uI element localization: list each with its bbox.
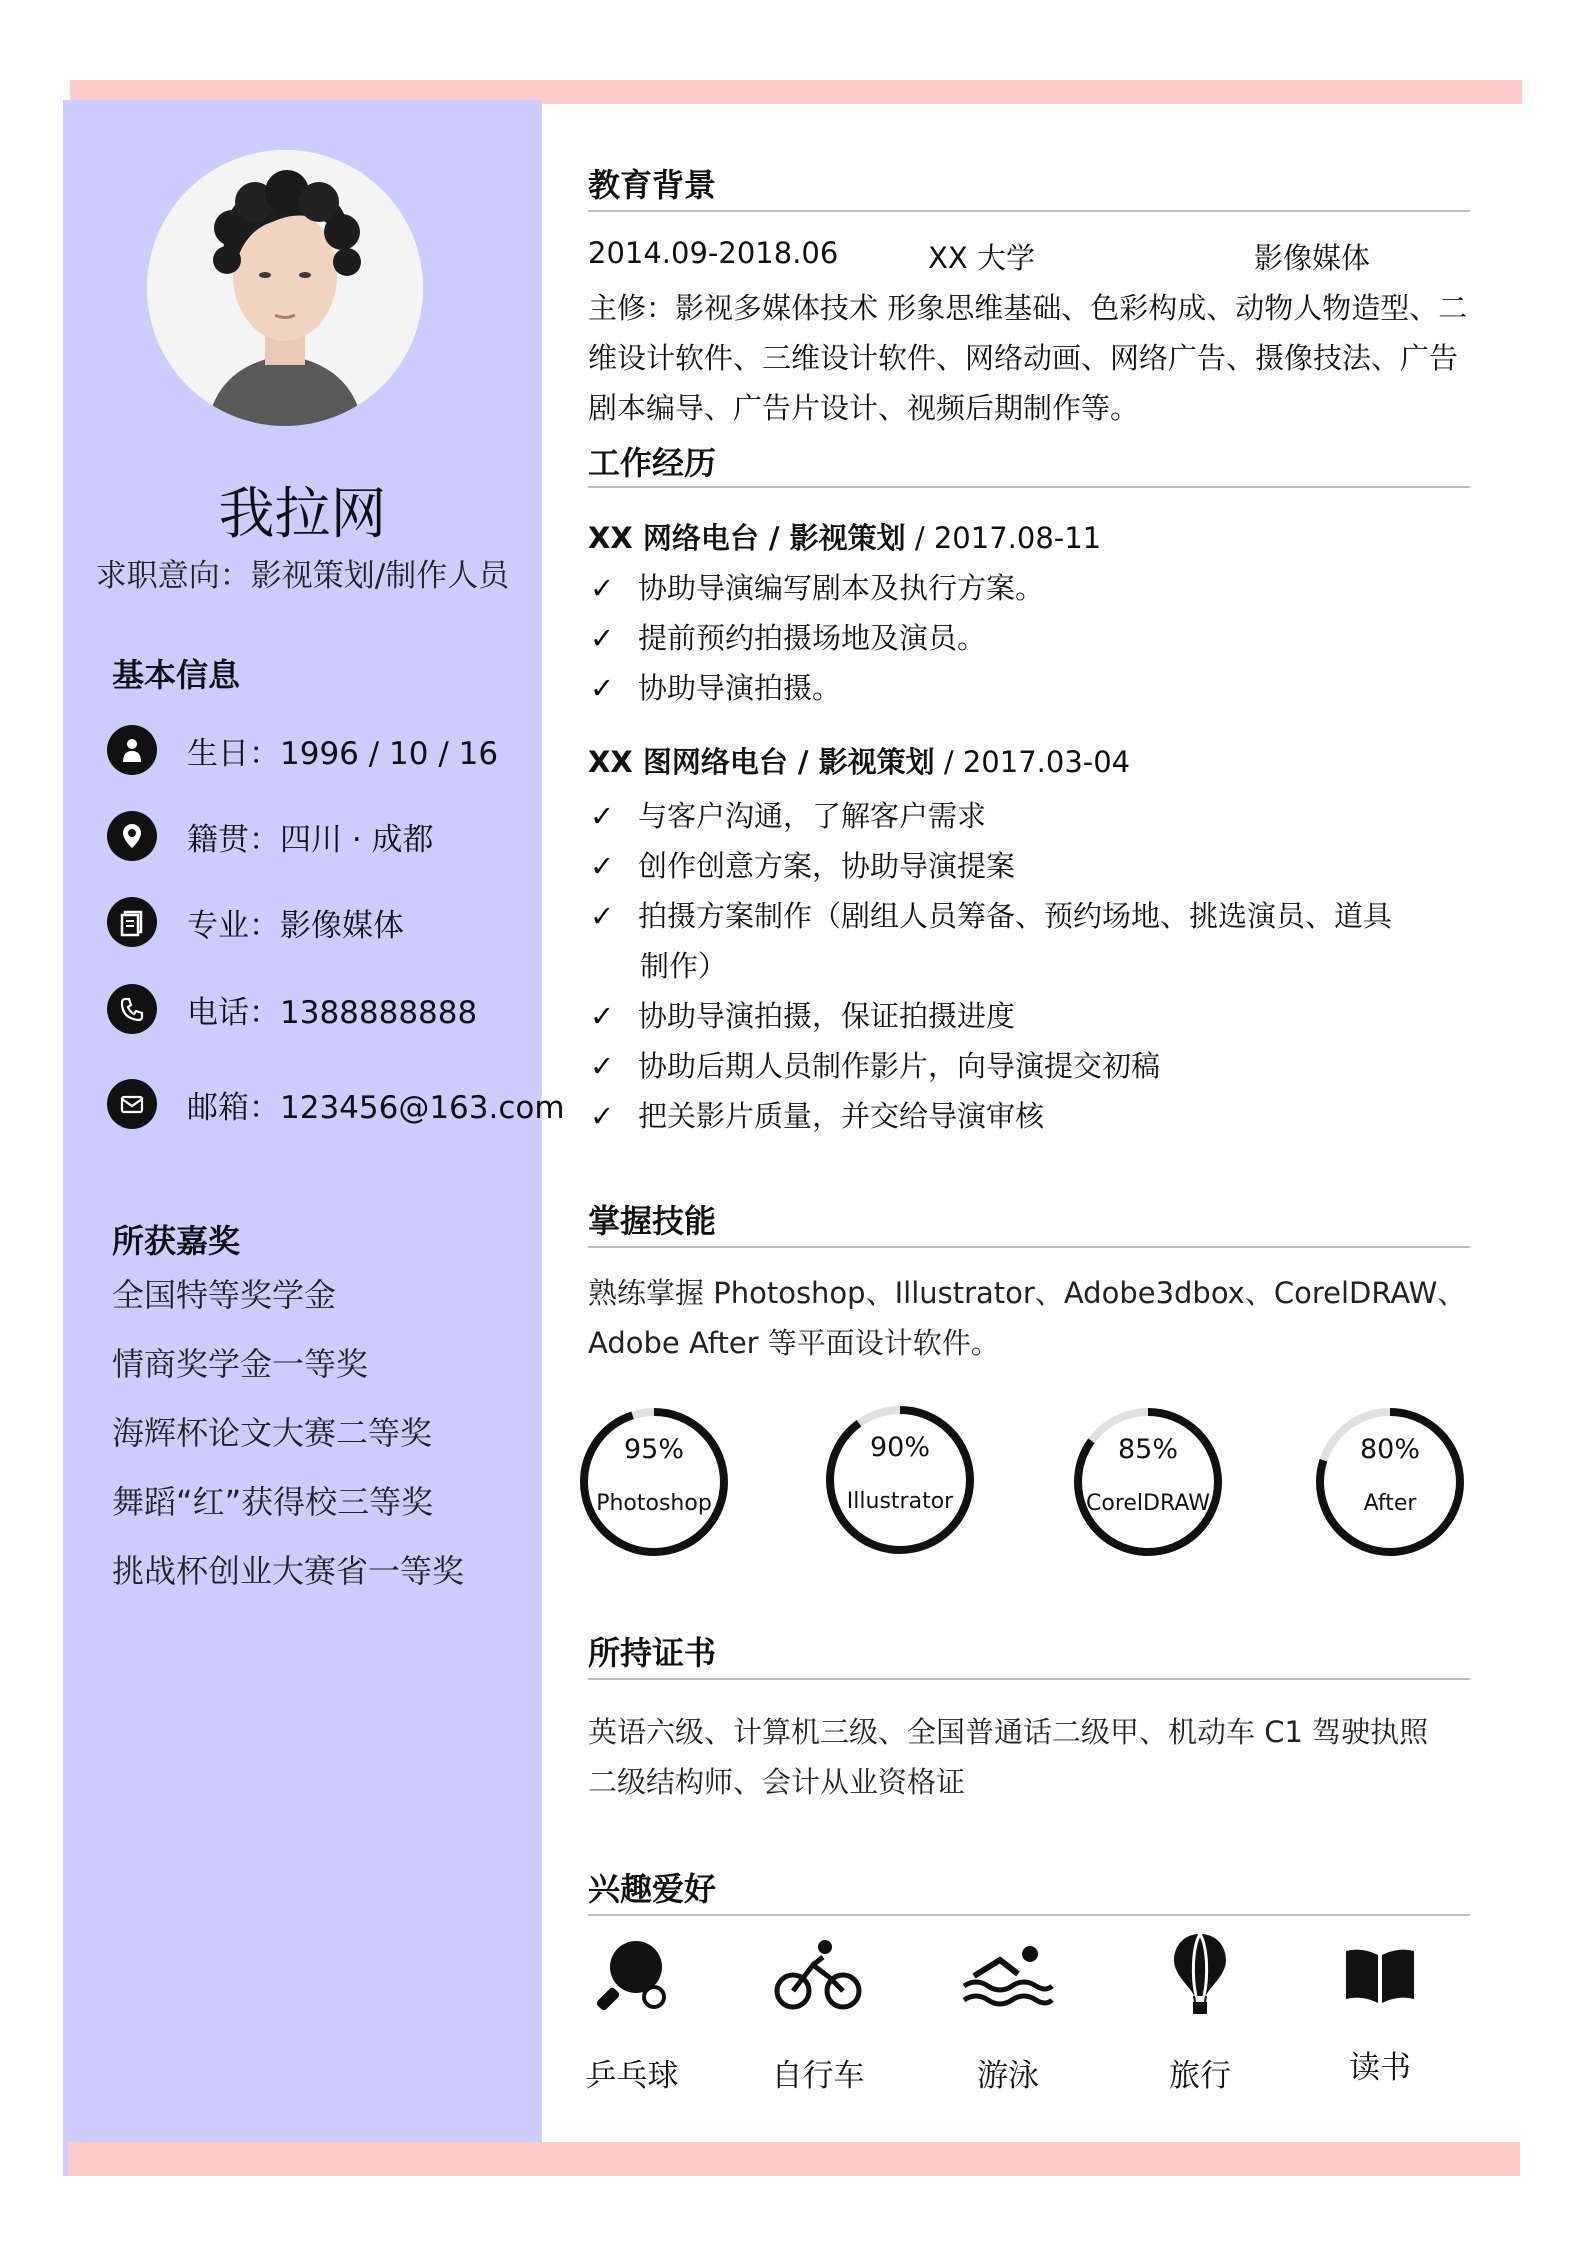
education-title: 教育背景	[588, 166, 717, 204]
skill-name: Illustrator	[846, 1489, 954, 1514]
job-bullet	[590, 1044, 1160, 1085]
check-icon: ✓	[590, 849, 615, 883]
job-separator: /	[787, 745, 819, 779]
job-bullet	[590, 894, 1392, 935]
divider	[588, 210, 1470, 212]
job-role: 影视策划	[789, 521, 906, 555]
check-icon: ✓	[590, 621, 615, 655]
info-phone	[107, 983, 477, 1035]
info-birthday	[107, 724, 498, 776]
bullet-text: 与客户沟通，了解客户需求	[638, 799, 987, 833]
job-date: / 2017.08-11	[905, 521, 1102, 555]
book-icon	[1320, 1930, 1440, 2020]
skills-title: 掌握技能	[588, 1202, 717, 1240]
skill-ring-coreldraw	[1072, 1406, 1224, 1558]
bicycle-icon	[758, 1930, 878, 2020]
hobby-swimming	[948, 1930, 1068, 2095]
education-courses-line: 主修：影视多媒体技术 形象思维基础、色彩构成、动物人物造型、二	[588, 291, 1468, 325]
skill-ring-after	[1314, 1406, 1466, 1558]
check-icon: ✓	[590, 1099, 615, 1133]
bottom-accent-band	[68, 2142, 1520, 2176]
job-company: XX 网络电台	[588, 521, 759, 555]
bullet-continuation: 制作）	[640, 949, 728, 983]
candidate-name: 我拉网	[218, 482, 387, 547]
check-icon: ✓	[590, 671, 615, 705]
bullet-text: 提前预约拍摄场地及演员。	[638, 621, 987, 655]
info-text: 邮箱：123456@163.com	[187, 1089, 565, 1126]
swimming-icon	[948, 1930, 1068, 2020]
hobby-label: 自行车	[771, 2058, 865, 2094]
work-title: 工作经历	[588, 444, 717, 482]
info-text: 电话：1388888888	[187, 994, 478, 1031]
job-bullet	[590, 794, 986, 835]
hobby-label: 游泳	[977, 2058, 1039, 2094]
skill-percent: 80%	[1359, 1434, 1420, 1465]
awards-title: 所获嘉奖	[112, 1222, 241, 1260]
job-header	[588, 740, 1130, 781]
award-item: 海辉杯论文大赛二等奖	[112, 1414, 433, 1452]
job-header	[588, 516, 1101, 557]
hobby-label: 读书	[1349, 2050, 1411, 2086]
job-date: / 2017.03-04	[934, 745, 1131, 779]
bullet-text: 协助导演编写剧本及执行方案。	[638, 571, 1045, 605]
education-courses-line: 维设计软件、三维设计软件、网络动画、网络广告、摄像技法、广告	[588, 341, 1459, 375]
check-icon: ✓	[590, 999, 615, 1033]
document-icon	[107, 897, 157, 947]
skills-description: 熟练掌握 Photoshop、Illustrator、Adobe3dbox、CorelDRAW、Adobe After 等平面设计软件。	[588, 1276, 1467, 1360]
bullet-text: 拍摄方案制作（剧组人员筹备、预约场地、挑选演员、道具	[638, 899, 1393, 933]
skill-percent: 95%	[623, 1434, 684, 1465]
info-hometown	[107, 810, 434, 862]
bullet-text: 把关影片质量，并交给导演审核	[638, 1099, 1045, 1133]
award-item: 挑战杯创业大赛省一等奖	[112, 1552, 465, 1590]
job-separator: /	[758, 521, 790, 555]
hobby-reading	[1320, 1930, 1440, 2087]
avatar	[147, 150, 423, 426]
hobby-label: 旅行	[1169, 2058, 1231, 2094]
bullet-text: 创作创意方案，协助导演提案	[638, 849, 1016, 883]
hobby-ping-pong	[572, 1930, 692, 2095]
job-role: 影视策划	[818, 745, 935, 779]
hobby-travel	[1140, 1930, 1260, 2095]
job-bullet	[590, 666, 841, 707]
cert-line: 二级结构师、会计从业资格证	[588, 1765, 966, 1799]
job-bullet	[590, 994, 1015, 1035]
mail-icon	[107, 1079, 157, 1129]
check-icon: ✓	[590, 1049, 615, 1083]
job-bullet	[590, 1094, 1044, 1135]
education-courses-line: 剧本编导、广告片设计、视频后期制作等。	[588, 391, 1140, 425]
award-item: 全国特等奖学金	[112, 1276, 337, 1314]
bullet-text: 协助导演拍摄，保证拍摄进度	[638, 999, 1016, 1033]
skill-name: Photoshop	[596, 1491, 712, 1516]
job-intent: 求职意向：影视策划/制作人员	[95, 558, 510, 594]
skill-name: CorelDRAW	[1086, 1491, 1210, 1516]
cert-line: 英语六级、计算机三级、全国普通话二级甲、机动车 C1 驾驶执照	[588, 1715, 1429, 1749]
info-text: 生日：1996 / 10 / 16	[187, 735, 499, 772]
skill-percent: 90%	[869, 1432, 930, 1463]
info-major	[107, 896, 404, 948]
check-icon: ✓	[590, 571, 615, 605]
person-icon	[107, 725, 157, 775]
skill-ring-photoshop	[578, 1406, 730, 1558]
education-major: 影像媒体	[1254, 241, 1371, 275]
job-bullet	[590, 616, 986, 657]
check-icon: ✓	[590, 799, 615, 833]
divider	[588, 1914, 1470, 1916]
certs-title: 所持证书	[588, 1634, 717, 1672]
ping-pong-icon	[572, 1930, 692, 2020]
divider	[588, 1246, 1470, 1248]
skill-percent: 85%	[1117, 1434, 1178, 1465]
divider	[588, 1678, 1470, 1680]
job-bullet	[590, 566, 1044, 607]
check-icon: ✓	[590, 899, 615, 933]
skill-ring-illustrator	[824, 1404, 976, 1556]
job-company: XX 图网络电台	[588, 745, 788, 779]
hobby-bicycle	[758, 1930, 878, 2095]
basic-info-title: 基本信息	[112, 656, 241, 694]
hobby-label: 乒乓球	[585, 2058, 679, 2094]
award-item: 情商奖学金一等奖	[112, 1345, 369, 1383]
divider	[588, 486, 1470, 488]
hot-air-balloon-icon	[1140, 1930, 1260, 2020]
hobbies-title: 兴趣爱好	[588, 1870, 717, 1908]
phone-icon	[107, 984, 157, 1034]
bullet-text: 协助导演拍摄。	[638, 671, 842, 705]
skill-name: After	[1363, 1491, 1417, 1516]
education-period: 2014.09-2018.06	[588, 236, 839, 270]
info-text: 专业：影像媒体	[187, 907, 404, 944]
award-item: 舞蹈“红”获得校三等奖	[112, 1483, 434, 1521]
bullet-text: 协助后期人员制作影片，向导演提交初稿	[638, 1049, 1161, 1083]
info-email	[107, 1078, 565, 1130]
info-text: 籍贯：四川 · 成都	[187, 821, 434, 858]
education-school: XX 大学	[928, 241, 1035, 275]
job-bullet	[590, 844, 1015, 885]
location-pin-icon	[107, 811, 157, 861]
